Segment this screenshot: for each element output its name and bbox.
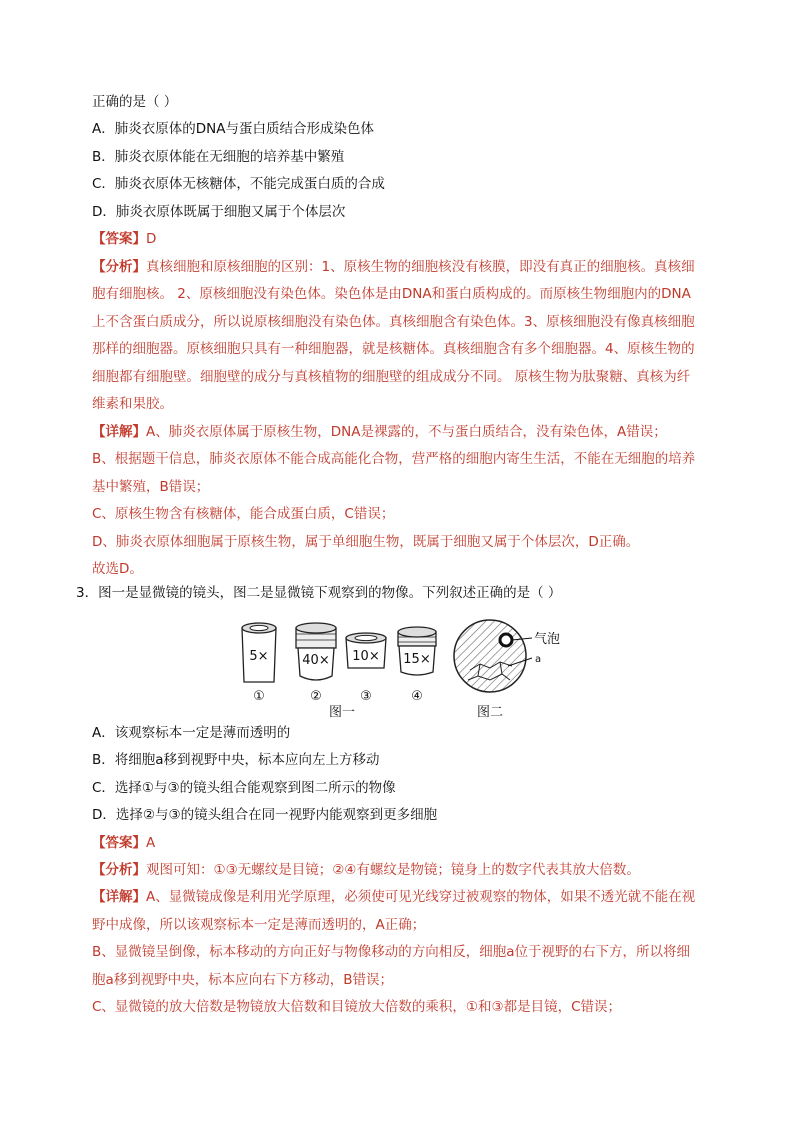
prev-option-a: A．肺炎衣原体的DNA与蛋白质结合形成染色体 [92,121,374,137]
detail-tag: 【详解】 [92,889,146,905]
prev-detail-line-2: B、根据题干信息，肺炎衣原体不能合成高能化合物，营严格的细胞内寄生生活，不能在无细胞的培养 [92,451,696,467]
answer-value: D [146,231,157,247]
detail-text: A、显微镜成像是利用光学原理，必须使可见光线穿过被观察的物体，如果不透光就不能在视 [146,889,696,905]
prev-analysis-line-2: 胞有细胞核。 2、原核细胞没有染色体。染色体是由DNA和蛋白质构成的。而原核生物细胞内的DNA [92,286,691,302]
answer-tag: 【答案】 [92,835,146,851]
figure-svg [236,616,576,720]
lens-2-mag: 40× [302,653,330,668]
prev-option-b: B．肺炎衣原体能在无细胞的培养基中繁殖 [92,149,345,165]
lens-3-mag: 10× [352,649,380,664]
lens-3-eyepiece [346,633,386,704]
answer-value: A [146,835,156,851]
prev-detail-line-4: C、原核生物含有核糖体，能合成蛋白质，C错误； [92,506,395,522]
q3-option-c: C．选择①与③的镜头组合能观察到图二所示的物像 [92,780,396,796]
figure-1-caption: 图一 [328,705,356,720]
lens-2-num: ② [310,689,322,704]
q3-option-a: A．该观察标本一定是薄而透明的 [92,725,291,741]
analysis-text: 观图可知：①③无螺纹是目镜；②④有螺纹是物镜；镜身上的数字代表其放大倍数。 [146,862,640,878]
prev-detail-line-1 [92,419,732,446]
prev-detail-line-3: 基中繁殖，B错误； [92,479,210,495]
lens-1-mag: 5× [249,649,269,664]
bubble-label: 气泡 [534,632,561,647]
prev-analysis-line-3: 上不含蛋白质成分，所以说原核细胞没有染色体。真核细胞含有染色体。3、原核细胞没有像真核细胞 [92,314,695,330]
prev-question-stem-end: 正确的是（ ） [92,94,178,110]
q3-detail-line-2: 野中成像，所以该观察标本一定是薄而透明的，A正确； [92,917,426,933]
answer-tag: 【答案】 [92,231,146,247]
q3-detail-line-4: 胞a移到视野中央，标本应向右下方移动，B错误； [92,972,394,988]
question-3-stem: 3．图一是显微镜的镜头，图二是显微镜下观察到的物像。下列叙述正确的是（ ） [76,585,562,601]
lens-1-eyepiece [242,623,276,704]
prev-analysis-line-6: 维素和果胶。 [92,396,173,412]
detail-text: A、肺炎衣原体属于原核生物，DNA是裸露的，不与蛋白质结合，没有染色体，A错误； [146,424,667,440]
q3-detail-line-5: C、显微镜的放大倍数是物镜放大倍数和目镜放大倍数的乘积，①和③都是目镜，C错误； [92,999,622,1015]
prev-option-c: C．肺炎衣原体无核糖体，不能完成蛋白质的合成 [92,176,385,192]
prev-option-d: D．肺炎衣原体既属于细胞又属于个体层次 [92,204,346,220]
lens-1-num: ① [253,689,265,704]
bubble-icon [500,634,512,646]
prev-detail-line-5: D、肺炎衣原体细胞属于原核生物，属于单细胞生物，既属于细胞又属于个体层次，D正确。 [92,534,640,550]
q3-option-b: B．将细胞a移到视野中央，标本应向左上方移动 [92,752,380,768]
q3-option-d: D．选择②与③的镜头组合在同一视野内能观察到更多细胞 [92,807,438,823]
q3-analysis-line-1 [92,857,732,884]
cell-a-label: a [535,654,542,665]
prev-detail-line-6: 故选D。 [92,561,143,577]
prev-analysis-line-4: 那样的细胞器。原核细胞只具有一种细胞器，就是核糖体。真核细胞含有多个细胞器。4、原核生物的 [92,341,695,357]
prev-answer-line [92,226,732,253]
q3-answer-line [92,830,732,857]
lens-4-num: ④ [411,689,423,704]
q3-detail-line-1 [92,884,732,911]
analysis-tag: 【分析】 [92,862,146,878]
detail-tag: 【详解】 [92,424,146,440]
prev-analysis-line-5: 细胞都有细胞壁。细胞壁的成分与真核植物的细胞壁的组成成分不同。 原核生物为肽聚糖、真核为纤 [92,369,691,385]
lens-2-objective [296,623,336,704]
analysis-text: 真核细胞和原核细胞的区别：1、原核生物的细胞核没有核膜，即没有真正的细胞核。真核细 [146,259,695,275]
microscope-figure [236,616,576,720]
figure-2-caption: 图二 [476,705,504,720]
lens-4-mag: 15× [403,652,431,667]
analysis-tag: 【分析】 [92,259,146,275]
field-of-view [454,620,560,692]
q3-detail-line-3: B、显微镜呈倒像，标本移动的方向正好与物像移动的方向相反，细胞a位于视野的右下方，所以将细 [92,944,691,960]
lens-4-objective [398,627,436,704]
lens-3-num: ③ [360,689,372,704]
prev-analysis-line-1 [92,254,732,281]
